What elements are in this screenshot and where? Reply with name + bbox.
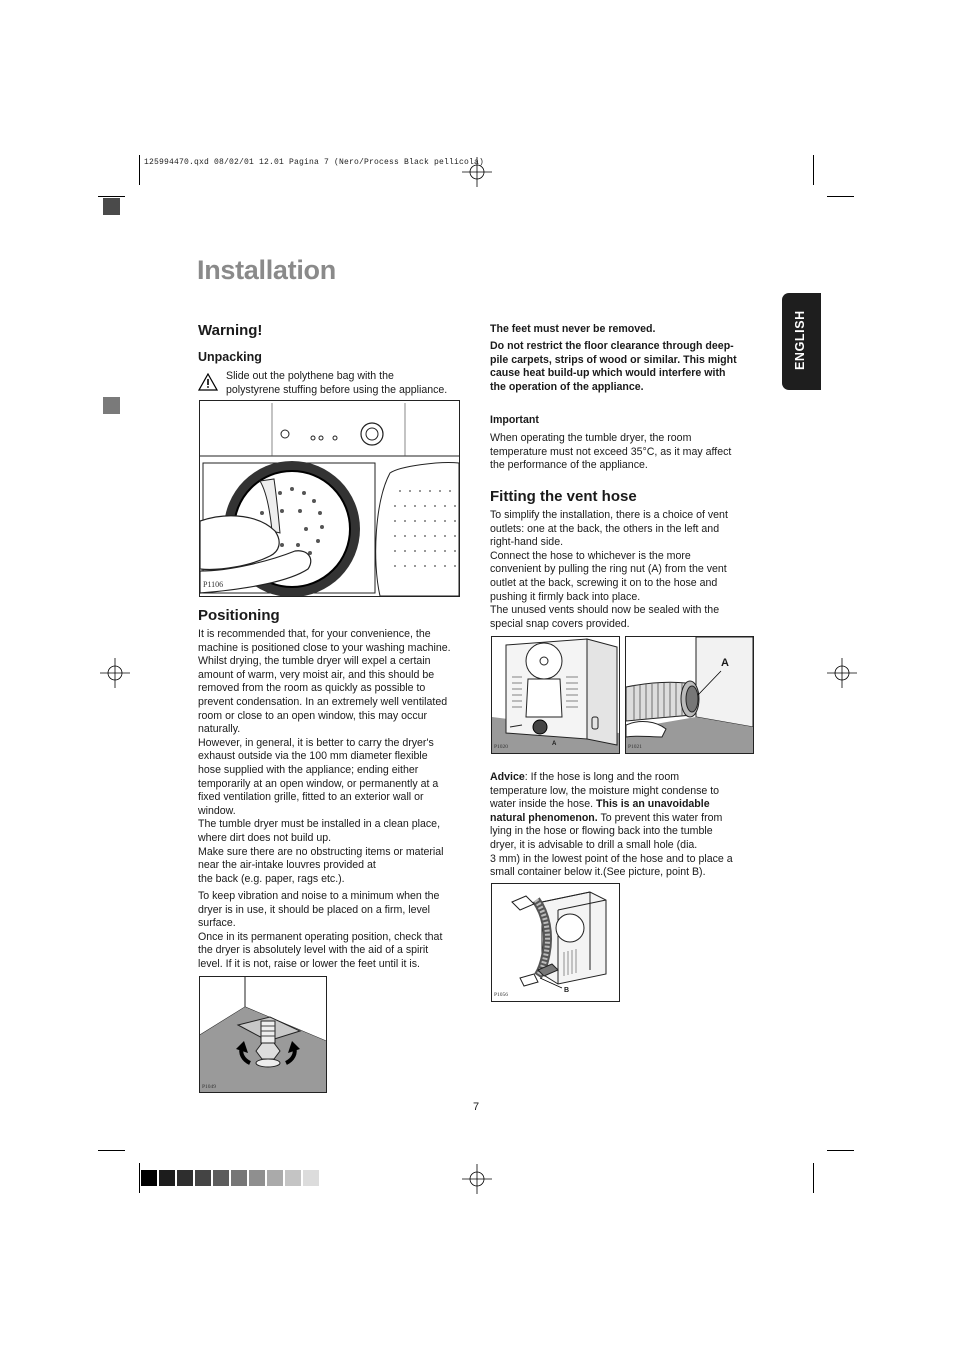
text-line: The unused vents should now be sealed with the	[490, 604, 720, 617]
language-tab-label: ENGLISH	[793, 310, 807, 370]
swatch	[195, 1170, 211, 1186]
swatch	[213, 1170, 229, 1186]
feet-note: The feet must never be removed.	[490, 323, 656, 335]
crop-mark	[813, 155, 814, 185]
text-span: natural phenomenon.	[490, 811, 598, 824]
swatch	[177, 1170, 193, 1186]
clearance-warning	[490, 340, 760, 394]
point-b-label: B	[564, 987, 570, 994]
text-line	[490, 771, 762, 785]
text-line: where dirt does not build up.	[198, 831, 332, 844]
swatch	[249, 1170, 265, 1186]
swatch	[141, 1170, 157, 1186]
text-line: dryer, it is advisable to drill a small hole (dia.	[490, 838, 698, 851]
text-line: prevent condensation. In an extremely well ventilated	[198, 695, 448, 708]
text-line: temperature must not exceed 35°C, as it may affect	[490, 445, 732, 458]
margin-square	[103, 397, 120, 414]
language-tab	[782, 293, 821, 390]
page-number: 7	[473, 1101, 480, 1113]
warning-triangle-icon	[198, 373, 218, 391]
text-span: To prevent this water from	[597, 811, 723, 824]
crop-mark	[827, 1150, 854, 1151]
text-line: Do not restrict the floor clearance through deep-	[490, 340, 734, 352]
text-line: pile carpets, strips of wood or similar. This might	[490, 353, 737, 366]
figure-code: P1056	[494, 992, 509, 998]
advice-text	[490, 771, 762, 880]
text-line: 3 mm) in the lowest point of the hose and to place a	[490, 852, 733, 865]
text-line: Connect the hose to whichever is the more	[490, 549, 691, 562]
registration-mark-left	[100, 658, 130, 688]
text-line: dryer is in use, it should be placed on a firm, level	[198, 903, 431, 916]
figure-hose-attach	[625, 636, 754, 754]
text-line: However, in general, it is better to carry the dryer's	[198, 736, 434, 749]
text-line: convenient by pulling the ring nut (A) from the vent	[490, 563, 727, 576]
text-line: It is recommended that, for your convenience, the	[198, 628, 431, 640]
text-line	[490, 812, 762, 826]
unpacking-heading: Unpacking	[198, 350, 262, 364]
page-title: Installation	[197, 255, 336, 285]
point-a-label: A	[552, 741, 557, 747]
figure-unpacking	[199, 400, 460, 597]
text-line: window.	[198, 804, 236, 817]
positioning-heading: Positioning	[198, 607, 280, 624]
crop-mark	[98, 1150, 125, 1151]
print-slug: 125994470.qxd 08/02/01 12.01 Pagina 7 (Nero/Process Black pellicola)	[144, 158, 485, 167]
dryer-drum-illustration	[200, 401, 459, 596]
adjustable-foot-illustration	[200, 977, 326, 1092]
figure-hose-drain	[491, 883, 620, 1002]
margin-square	[103, 198, 120, 215]
text-line: level. If it is not, raise or lower the feet until it is.	[198, 957, 420, 970]
text-line: the performance of the appliance.	[490, 459, 648, 472]
text-line: small container below it.(See picture, point B).	[490, 866, 706, 879]
text-line: temperature low, the moisture might condense to	[490, 784, 720, 797]
vent-hose-text	[490, 509, 760, 631]
text-line: hose supplied with the appliance; ending either	[198, 763, 419, 776]
text-line: room or close to an open window, this may occur	[198, 709, 428, 722]
text-line: cause heat build-up which would interfere with	[490, 367, 726, 380]
warning-heading: Warning!	[198, 322, 263, 339]
text-line: near the air-intake louvres provided at	[198, 859, 376, 872]
text-line: To keep vibration and noise to a minimum when the	[198, 890, 440, 902]
text-line	[490, 798, 762, 812]
crop-mark	[827, 196, 854, 197]
levelling-text	[198, 890, 466, 972]
text-line: When operating the tumble dryer, the room	[490, 432, 692, 444]
text-line: right-hand side.	[490, 536, 564, 549]
text-line: outlet at the back, screwing it on to the hose and	[490, 576, 718, 589]
text-line: amount of warm, very moist air, and this should be	[198, 668, 435, 681]
swatch	[285, 1170, 301, 1186]
text-line: exhaust outside via the 100 mm diameter flexible	[198, 750, 428, 763]
text-span: : If the hose is long and the room	[524, 771, 680, 783]
crop-mark	[139, 1163, 140, 1193]
crop-mark	[813, 1163, 814, 1193]
vent-hose-heading: Fitting the vent hose	[490, 488, 637, 505]
text-line: Once in its permanent operating position, check that	[198, 930, 443, 943]
figure-code: P1021	[628, 744, 643, 750]
text-line: Slide out the polythene bag with the	[226, 370, 394, 382]
text-line: outlets: one at the back, the others in the left and	[490, 522, 720, 535]
text-line: special snap covers provided.	[490, 617, 630, 630]
swatch	[267, 1170, 283, 1186]
hose-attach-illustration	[626, 637, 753, 753]
important-heading: Important	[490, 414, 539, 426]
text-line: the dryer is absolutely level with the aid of a spirit	[198, 944, 429, 957]
advice-label: Advice	[490, 771, 525, 783]
text-line: removed from the room as quickly as possible to	[198, 682, 426, 695]
figure-code: P1106	[203, 580, 224, 589]
text-line: The tumble dryer must be installed in a clean place,	[198, 818, 441, 831]
text-line: lying in the hose or flowing back into the tumble	[490, 825, 713, 838]
text-line: machine is positioned close to your washing machine.	[198, 641, 451, 654]
figure-code: P1049	[202, 1084, 217, 1090]
registration-mark-right	[827, 658, 857, 688]
registration-mark-bottom	[462, 1164, 492, 1194]
figure-adjustable-foot	[199, 976, 327, 1093]
figure-code: P1020	[494, 744, 509, 750]
text-line: temporarily at an open window, or permanently at a	[198, 777, 439, 790]
hose-drain-illustration	[492, 884, 619, 1001]
crop-mark	[98, 196, 125, 197]
positioning-text	[198, 628, 466, 886]
important-text	[490, 432, 760, 473]
swatch	[159, 1170, 175, 1186]
unpacking-text	[226, 370, 447, 397]
color-calibration-strip	[141, 1170, 321, 1186]
text-line: the operation of the appliance.	[490, 380, 644, 393]
text-line: pushing it firmly back into place.	[490, 590, 641, 603]
text-line: To simplify the installation, there is a choice of vent	[490, 509, 728, 521]
swatch	[303, 1170, 319, 1186]
text-line: polystyrene stuffing before using the appliance.	[226, 383, 448, 396]
text-line: surface.	[198, 917, 236, 930]
text-span: This is an unavoidable	[596, 798, 710, 811]
crop-mark	[139, 155, 140, 185]
text-line: Make sure there are no obstructing items or material	[198, 845, 444, 858]
dryer-back-illustration	[492, 637, 619, 753]
figure-dryer-back	[491, 636, 620, 754]
text-line: Whilst drying, the tumble dryer will expel a certain	[198, 655, 431, 668]
text-span: water inside the hose.	[490, 798, 596, 811]
text-line: the back (e.g. paper, rags etc.).	[198, 872, 345, 885]
text-line: naturally.	[198, 723, 241, 736]
swatch	[231, 1170, 247, 1186]
point-a-label: A	[721, 657, 729, 669]
text-line: fixed ventilation grille, fitted to an exterior wall or	[198, 791, 424, 804]
